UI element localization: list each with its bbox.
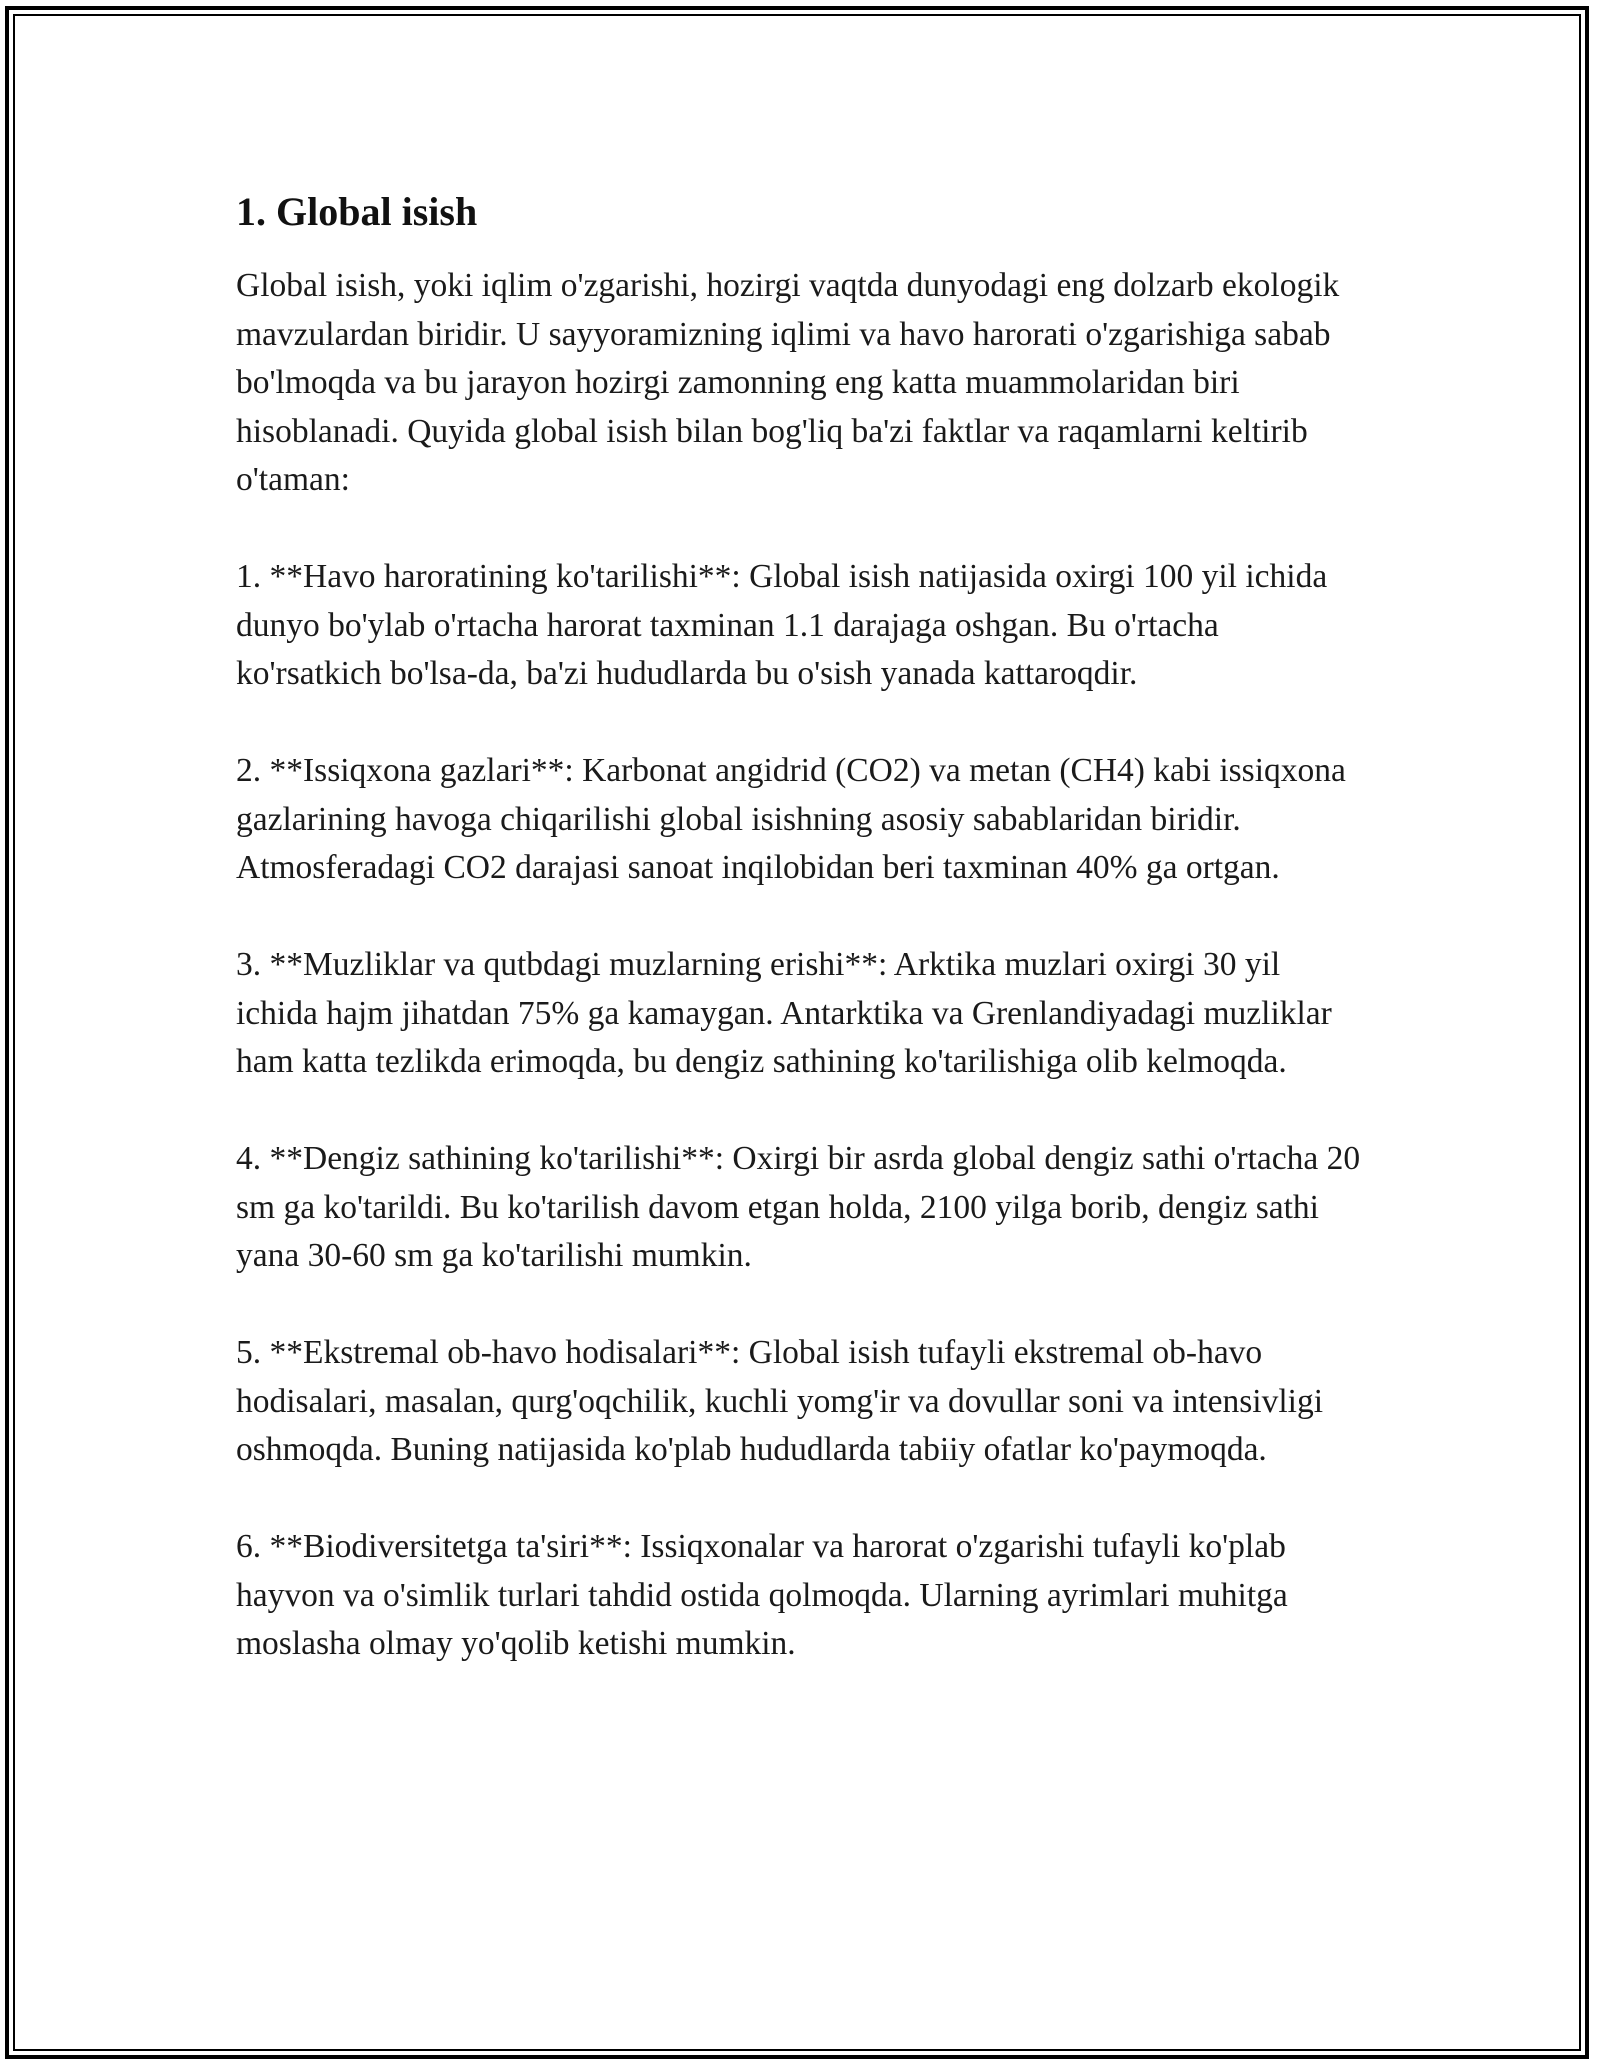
document-body (236, 184, 1366, 1717)
intro-paragraph: Global isish, yoki iqlim o'zgarishi, hozirgi vaqtda dunyodagi eng dolzarb ekologik mavzulardan biridir. U sayyoramizning iqlimi va havo harorati o'zgarishiga sabab bo'lmoqda va bu jarayon hozirgi zamonning eng katta muammolaridan biri hisoblanadi. Quyida global isish bilan bog'liq ba'zi faktlar va raqamlarni keltirib o'taman: (236, 267, 1340, 498)
fact-paragraph-5: 5. **Ekstremal ob-havo hodisalari**: Global isish tufayli ekstremal ob-havo hodisalari, masalan, qurg'oqchilik, kuchli yomg'ir va dovullar soni va intensivligi oshmoqda. Buning natijasida ko'plab hududlarda tabiiy ofatlar ko'paymoqda. (236, 1334, 1323, 1468)
section-heading: 1. Global isish (236, 189, 478, 234)
fact-paragraph-4: 4. **Dengiz sathining ko'tarilishi**: Oxirgi bir asrda global dengiz sathi o'rtacha 20 sm ga ko'tarildi. Bu ko'tarilish davom etgan holda, 2100 yilga borib, dengiz sathi yana 30-60 sm ga ko'tarilishi mumkin. (236, 1140, 1361, 1274)
fact-paragraph-2: 2. **Issiqxona gazlari**: Karbonat angidrid (CO2) va metan (CH4) kabi issiqxona gazlarining havoga chiqarilishi global isishning asosiy sabablaridan biridir. Atmosferadagi CO2 darajasi sanoat inqilobidan beri taxminan 40% ga ortgan. (236, 752, 1346, 886)
fact-paragraph-1: 1. **Havo haroratining ko'tarilishi**: Global isish natijasida oxirgi 100 yil ichida dunyo bo'ylab o'rtacha harorat taxminan 1.1 darajaga oshgan. Bu o'rtacha ko'rsatkich bo'lsa-da, ba'zi hududlarda bu o'sish yanada kattaroqdir. (236, 558, 1328, 692)
fact-paragraph-6: 6. **Biodiversitetga ta'siri**: Issiqxonalar va harorat o'zgarishi tufayli ko'plab hayvon va o'simlik turlari tahdid ostida qolmoqda. Ularning ayrimlari muhitga moslasha olmay yo'qolib ketishi mumkin. (236, 1528, 1288, 1662)
fact-paragraph-3: 3. **Muzliklar va qutbdagi muzlarning erishi**: Arktika muzlari oxirgi 30 yil ichida hajm jihatdan 75% ga kamaygan. Antarktika va Grenlandiyadagi muzliklar ham katta tezlikda erimoqda, bu dengiz sathining ko'tarilishiga olib kelmoqda. (236, 946, 1332, 1080)
